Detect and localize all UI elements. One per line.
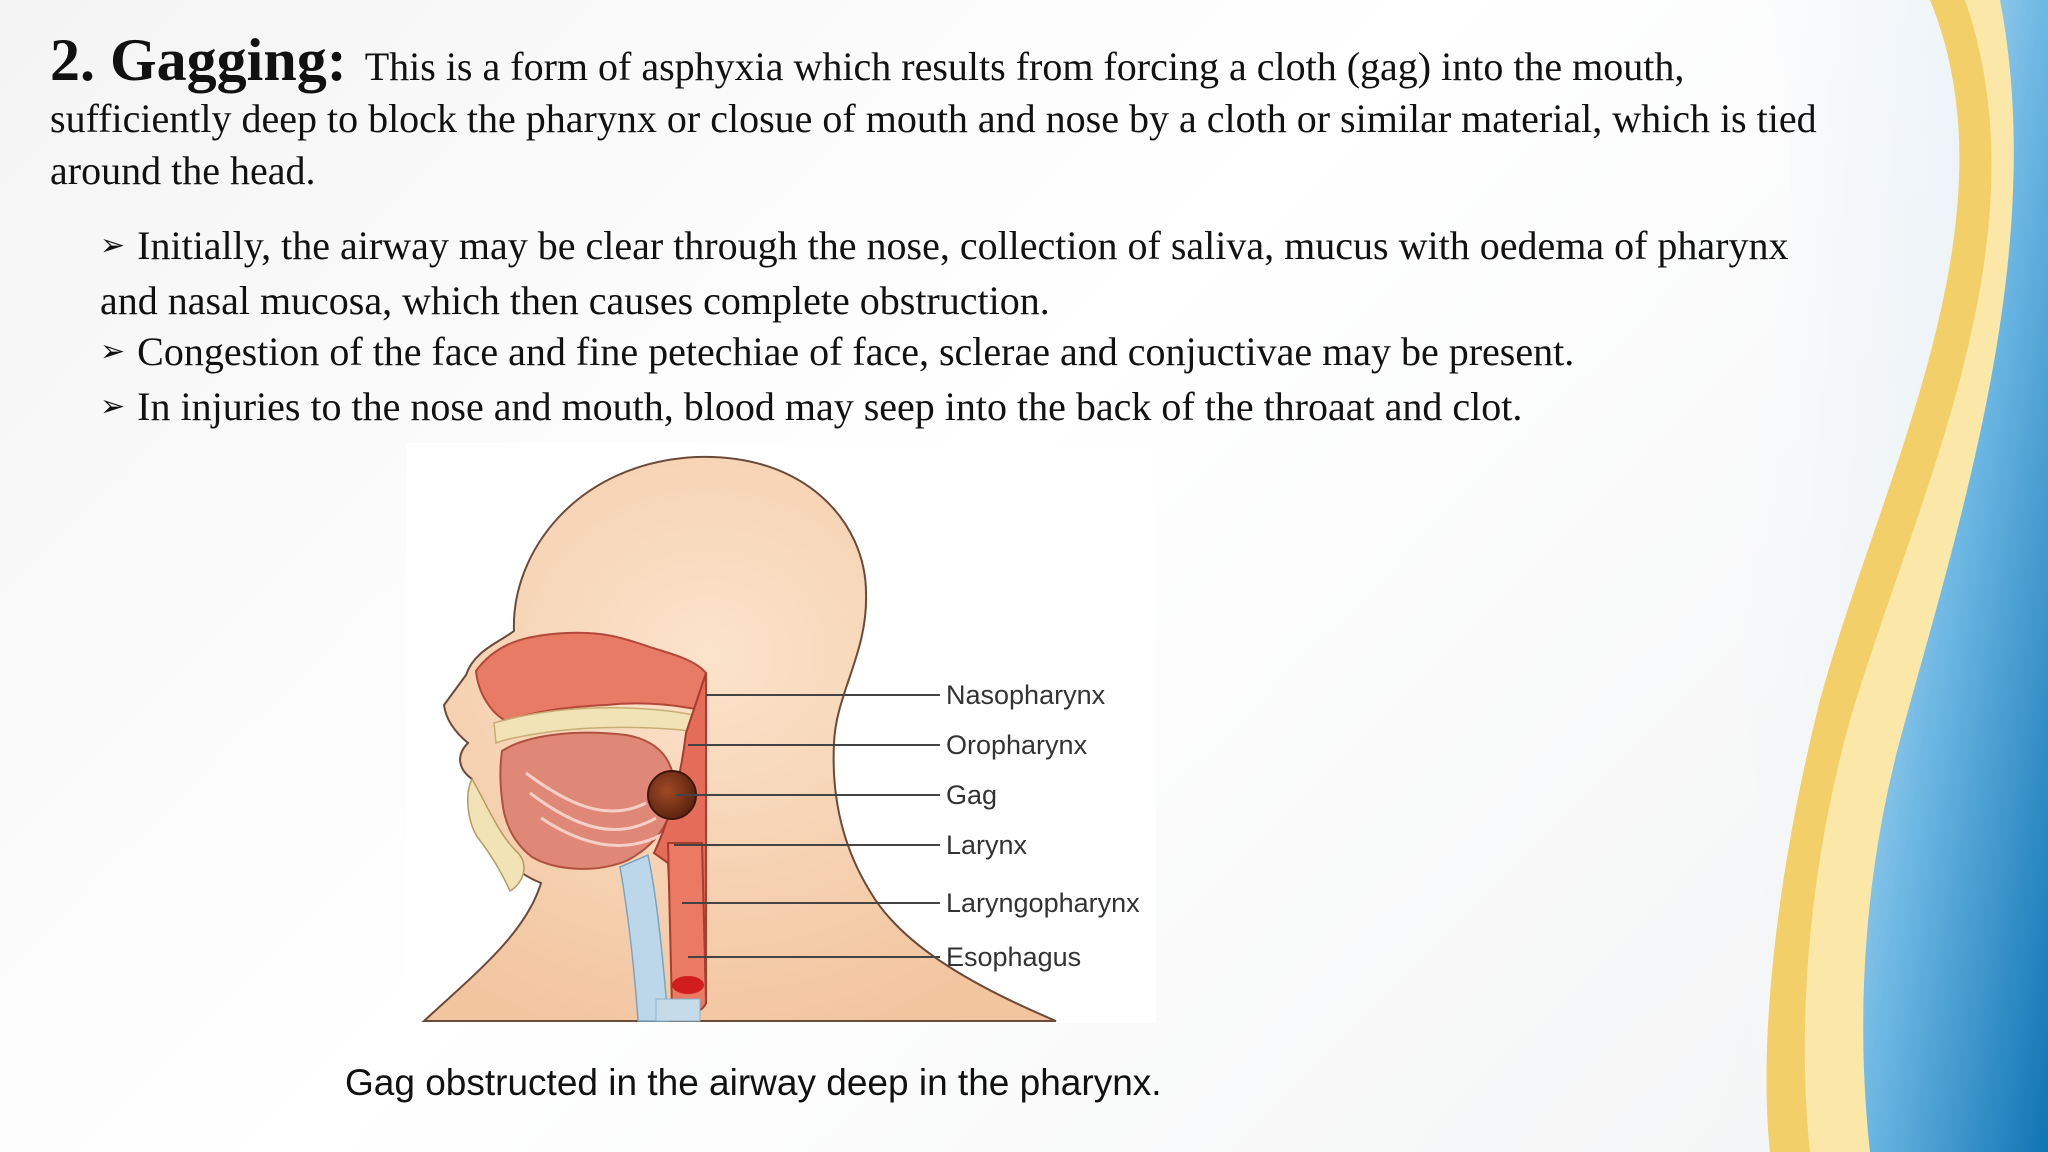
- label-esophagus: Esophagus: [946, 942, 1082, 972]
- bullet-item: [100, 381, 1820, 436]
- arrowhead-bullet-icon: ➢: [100, 228, 126, 263]
- bullet-text: Initially, the airway may be clear through the nose, collection of saliva, mucus with oedema of pharynx and nasal mucosa, which then causes complete obstruction.: [100, 223, 1789, 323]
- label-nasopharynx: Nasopharynx: [946, 680, 1106, 710]
- bullet-item: [100, 220, 1820, 326]
- label-gag: Gag: [946, 780, 998, 810]
- bullet-text: In injuries to the nose and mouth, blood may seep into the back of the throaat and clot.: [137, 384, 1523, 429]
- label-laryngopharynx: Laryngopharynx: [946, 888, 1140, 918]
- esophagus-opening: [672, 976, 704, 994]
- bullet-item: [100, 326, 1820, 381]
- arrowhead-bullet-icon: ➢: [100, 389, 126, 424]
- figure-caption: Gag obstructed in the airway deep in the pharynx.: [345, 1062, 1162, 1103]
- tracheal-rings: [656, 999, 700, 1021]
- anatomy-figure: [406, 443, 1156, 1023]
- bullet-list: [100, 220, 1820, 436]
- bullet-text: Congestion of the face and fine petechiae of face, sclerae and conjuctivae may be present.: [137, 329, 1575, 374]
- arrowhead-bullet-icon: ➢: [100, 334, 126, 369]
- intro-text: This is a form of asphyxia which results from forcing a cloth (gag) into the mouth, sufficiently deep to block the pharynx or closue of mouth and nose by a cloth or similar material, which is tied around the head.: [50, 44, 1817, 193]
- label-oropharynx: Oropharynx: [946, 730, 1088, 760]
- slide-heading: 2. Gagging:: [50, 27, 347, 93]
- intro-paragraph: [50, 27, 1820, 197]
- label-larynx: Larynx: [946, 830, 1028, 860]
